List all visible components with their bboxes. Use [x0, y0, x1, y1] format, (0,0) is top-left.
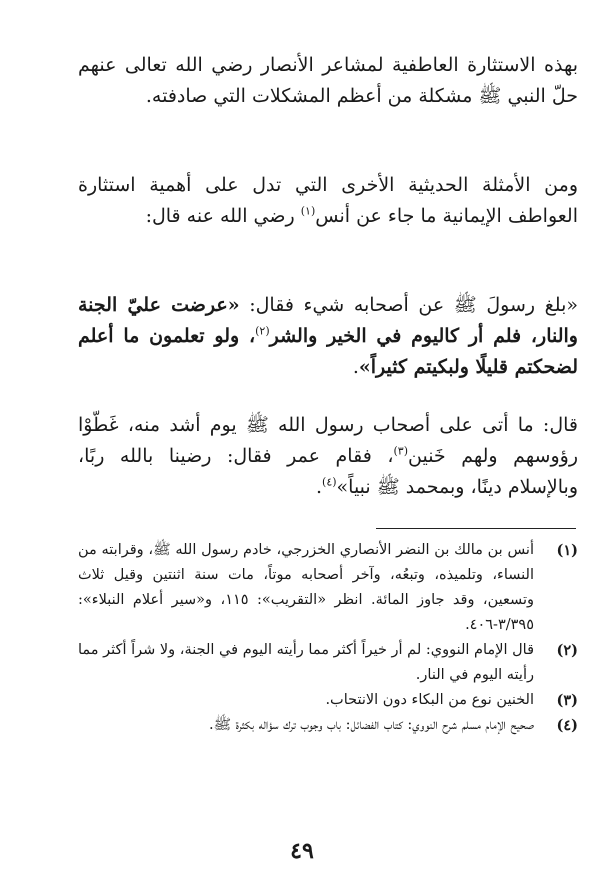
footnote-item: [78, 713, 578, 738]
footnote-item: [78, 538, 578, 638]
hadith-end: .: [352, 356, 359, 378]
footnote-item: [78, 688, 578, 713]
hadith-paragraph: [78, 290, 578, 383]
footnote-number: (٢): [556, 642, 578, 659]
footnote-ref-2: (٢): [255, 324, 270, 338]
paragraph-2-text-end: رضي الله عنه قال:: [145, 205, 301, 227]
paragraph-4-end: .: [315, 476, 323, 498]
page-number: ٤٩: [290, 838, 314, 864]
footnote-number: (٣): [556, 692, 578, 709]
paragraph-1: بهذه الاستثارة العاطفية لمشاعر الأنصار رضي الله تعالى عنهم حلّ النبي ﷺ مشكلة من أعظم المشكلات التي صادفته.: [78, 54, 578, 107]
footnote-number: (٤): [556, 717, 578, 734]
hadith-intro: «بلغ رسولَ ﷺ عن أصحابه شيء فقال:: [239, 294, 578, 316]
paragraph-2-text: ومن الأمثلة الحديثية الأخرى التي تدل على أهمية استثارة العواطف الإيمانية ما جاء عن أنس: [78, 174, 578, 227]
footnote-divider: [376, 528, 576, 529]
paragraph-4-text-a: قال: ما أتى على أصحاب رسول الله ﷺ يوم أشد منه، غَطّوْا رؤوسهم ولهم خَنين: [78, 414, 578, 467]
footnote-text: الخنين نوع من البكاء دون الانتحاب.: [325, 692, 534, 708]
footnote-text: صحيح الإمام مسلم شرح النووي: كتاب الفضائل: باب وجوب ترك سؤاله بكثرة ﷺ.: [209, 717, 534, 733]
footnote-ref-3: (٣): [393, 444, 408, 458]
footnote-number: (١): [556, 542, 578, 559]
footnote-ref-4: (٤): [322, 475, 337, 489]
footnote-text: أنس بن مالك بن النضر الأنصاري الخزرجي، خادم رسول الله ﷺ، وقرابته من النساء، وتلميذه، وتبعُه، وآخر أصحابه موتاً، مات سنة اثنتين وقيل ثلاث وتسعين، وقد جاوز المائة. انظر «التقريب»: ١١٥، و«سير أعلام النبلاء»: ٣/٣٩٥-٤٠٦.: [78, 542, 534, 633]
paragraph-4-text-b: ، فقام عمر فقال: رضينا بالله ربًا، وبالإسلام دينًا، وبمحمد ﷺ نبياً»: [78, 445, 578, 498]
hadith-quote-part-1: «عرضت عليّ الجنة والنار، فلم أر كاليوم في الخير والشر: [78, 294, 578, 347]
paragraph-4: [78, 410, 578, 503]
footnote-item: [78, 638, 578, 688]
footnote-text: قال الإمام النووي: لم أر خيراً أكثر مما رأيته اليوم في الجنة، ولا شراً أكثر مما رأيته اليوم في النار.: [78, 642, 534, 683]
hadith-quote-part-2: ، ولو تعلمون ما أعلم لضحكتم قليلًا ولبكيتم كثيراً»: [78, 325, 578, 378]
paragraph-2: [78, 170, 578, 232]
footnote-ref-1: (١): [300, 204, 316, 218]
footnotes: [78, 538, 578, 738]
